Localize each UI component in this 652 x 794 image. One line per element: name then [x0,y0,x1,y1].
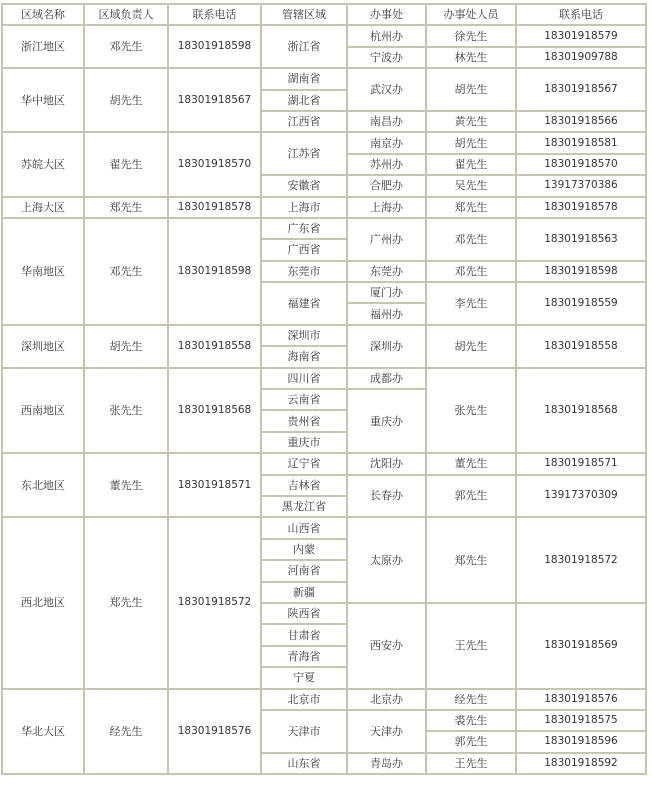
contact-table [1,3,647,775]
office-staff-cell: 徐先生 [427,26,515,45]
table-row [3,198,645,217]
table-row [3,326,645,345]
office-phone-cell: 18301918570 [517,155,645,174]
region-name-cell: 华中地区 [3,69,83,131]
office-staff-cell: 王先生 [427,754,515,773]
office-phone-cell: 18301918592 [517,754,645,773]
header-cell: 联系电话 [169,5,260,24]
jurisdiction-cell: 广东省 [262,219,346,238]
jurisdiction-cell: 辽宁省 [262,454,346,473]
header-cell: 区域负责人 [85,5,167,24]
jurisdiction-cell: 陕西省 [262,604,346,623]
region-manager-cell: 胡先生 [85,326,167,367]
jurisdiction-cell: 江西省 [262,112,346,131]
office-phone-cell: 18301918572 [517,518,645,602]
jurisdiction-cell: 上海市 [262,198,346,217]
office-phone-cell: 18301918563 [517,219,645,260]
jurisdiction-cell: 黑龙江省 [262,497,346,516]
office-staff-cell: 邓先生 [427,219,515,260]
office-staff-cell: 翟先生 [427,155,515,174]
office-staff-cell: 张先生 [427,369,515,453]
jurisdiction-cell: 北京市 [262,690,346,709]
office-phone-cell: 18301918568 [517,369,645,453]
region-manager-cell: 邓先生 [85,219,167,324]
region-manager-cell: 胡先生 [85,69,167,131]
office-cell: 宁波办 [348,48,425,67]
jurisdiction-cell: 云南省 [262,390,346,409]
office-staff-cell: 经先生 [427,690,515,709]
region-name-cell: 浙江地区 [3,26,83,67]
office-staff-cell: 郑先生 [427,518,515,602]
region-name-cell: 西南地区 [3,369,83,453]
table-header-row [3,5,645,24]
table-row [3,219,645,238]
office-phone-cell: 18301918581 [517,133,645,152]
office-phone-cell: 18301918571 [517,454,645,473]
office-cell: 上海办 [348,198,425,217]
region-name-cell: 上海大区 [3,198,83,217]
table-row [3,454,645,473]
region-name-cell: 华南地区 [3,219,83,324]
office-phone-cell: 18301918558 [517,326,645,367]
office-staff-cell: 胡先生 [427,133,515,152]
office-staff-cell: 郑先生 [427,198,515,217]
table-row [3,690,645,709]
region-phone-cell: 18301918558 [169,326,260,367]
table-body [3,5,645,773]
office-cell: 苏州办 [348,155,425,174]
jurisdiction-cell: 甘肃省 [262,625,346,644]
office-cell: 武汉办 [348,69,425,110]
office-cell: 天津办 [348,711,425,752]
jurisdiction-cell: 天津市 [262,711,346,752]
jurisdiction-cell: 四川省 [262,369,346,388]
region-manager-cell: 郑先生 [85,198,167,217]
jurisdiction-cell: 福建省 [262,283,346,324]
office-cell: 青岛办 [348,754,425,773]
jurisdiction-cell: 湖北省 [262,91,346,110]
office-staff-cell: 李先生 [427,283,515,324]
office-cell: 合肥办 [348,176,425,195]
office-staff-cell: 裘先生 [427,711,515,730]
jurisdiction-cell: 江苏省 [262,133,346,174]
office-cell: 厦门办 [348,283,425,302]
office-phone-cell: 13917370309 [517,476,645,517]
office-staff-cell: 王先生 [427,604,515,688]
office-cell: 南京办 [348,133,425,152]
table-row [3,133,645,152]
jurisdiction-cell: 山西省 [262,518,346,537]
jurisdiction-cell: 吉林省 [262,476,346,495]
office-staff-cell: 郭先生 [427,476,515,517]
office-staff-cell: 吴先生 [427,176,515,195]
header-cell: 区域名称 [3,5,83,24]
office-phone-cell: 18301918559 [517,283,645,324]
region-manager-cell: 邓先生 [85,26,167,67]
table-row [3,369,645,388]
office-cell: 太原办 [348,518,425,602]
office-cell: 福州办 [348,304,425,323]
office-phone-cell: 13917370386 [517,176,645,195]
office-phone-cell: 18301918598 [517,262,645,281]
jurisdiction-cell: 新疆 [262,583,346,602]
jurisdiction-cell: 贵州省 [262,411,346,430]
office-cell: 北京办 [348,690,425,709]
region-phone-cell: 18301918572 [169,518,260,687]
jurisdiction-cell: 广西省 [262,240,346,259]
office-cell: 东莞办 [348,262,425,281]
office-cell: 杭州办 [348,26,425,45]
region-name-cell: 东北地区 [3,454,83,516]
table-row [3,69,645,88]
office-phone-cell: 18301918578 [517,198,645,217]
office-phone-cell: 18301918566 [517,112,645,131]
office-phone-cell: 18301918596 [517,732,645,751]
jurisdiction-cell: 东莞市 [262,262,346,281]
office-staff-cell: 胡先生 [427,326,515,367]
region-name-cell: 苏皖大区 [3,133,83,195]
office-phone-cell: 18301918567 [517,69,645,110]
office-cell: 南昌办 [348,112,425,131]
office-staff-cell: 董先生 [427,454,515,473]
jurisdiction-cell: 山东省 [262,754,346,773]
office-phone-cell: 18301918579 [517,26,645,45]
office-staff-cell: 林先生 [427,48,515,67]
office-cell: 广州办 [348,219,425,260]
jurisdiction-cell: 青海省 [262,647,346,666]
region-phone-cell: 18301918578 [169,198,260,217]
table-row [3,518,645,537]
region-phone-cell: 18301918570 [169,133,260,195]
region-manager-cell: 董先生 [85,454,167,516]
office-phone-cell: 18301918569 [517,604,645,688]
office-phone-cell: 18301918576 [517,690,645,709]
header-cell: 办事处人员 [427,5,515,24]
region-phone-cell: 18301918567 [169,69,260,131]
jurisdiction-cell: 浙江省 [262,26,346,67]
jurisdiction-cell: 深圳市 [262,326,346,345]
region-manager-cell: 经先生 [85,690,167,774]
jurisdiction-cell: 河南省 [262,561,346,580]
region-manager-cell: 郑先生 [85,518,167,687]
office-cell: 西安办 [348,604,425,688]
jurisdiction-cell: 海南省 [262,347,346,366]
header-cell: 联系电话 [517,5,645,24]
jurisdiction-cell: 内蒙 [262,540,346,559]
header-cell: 管辖区域 [262,5,346,24]
jurisdiction-cell: 宁夏 [262,668,346,687]
region-phone-cell: 18301918568 [169,369,260,453]
jurisdiction-cell: 安徽省 [262,176,346,195]
region-phone-cell: 18301918598 [169,219,260,324]
region-name-cell: 深圳地区 [3,326,83,367]
office-phone-cell: 18301909788 [517,48,645,67]
jurisdiction-cell: 重庆市 [262,433,346,452]
office-cell: 长春办 [348,476,425,517]
header-cell: 办事处 [348,5,425,24]
office-cell: 成都办 [348,369,425,388]
region-manager-cell: 张先生 [85,369,167,453]
table-row [3,26,645,45]
office-staff-cell: 郭先生 [427,732,515,751]
region-name-cell: 华北大区 [3,690,83,774]
region-manager-cell: 翟先生 [85,133,167,195]
region-phone-cell: 18301918598 [169,26,260,67]
office-cell: 重庆办 [348,390,425,452]
office-staff-cell: 胡先生 [427,69,515,110]
office-phone-cell: 18301918575 [517,711,645,730]
region-phone-cell: 18301918576 [169,690,260,774]
office-staff-cell: 邓先生 [427,262,515,281]
jurisdiction-cell: 湖南省 [262,69,346,88]
office-staff-cell: 黄先生 [427,112,515,131]
office-cell: 沈阳办 [348,454,425,473]
region-phone-cell: 18301918571 [169,454,260,516]
office-cell: 深圳办 [348,326,425,367]
region-name-cell: 西北地区 [3,518,83,687]
